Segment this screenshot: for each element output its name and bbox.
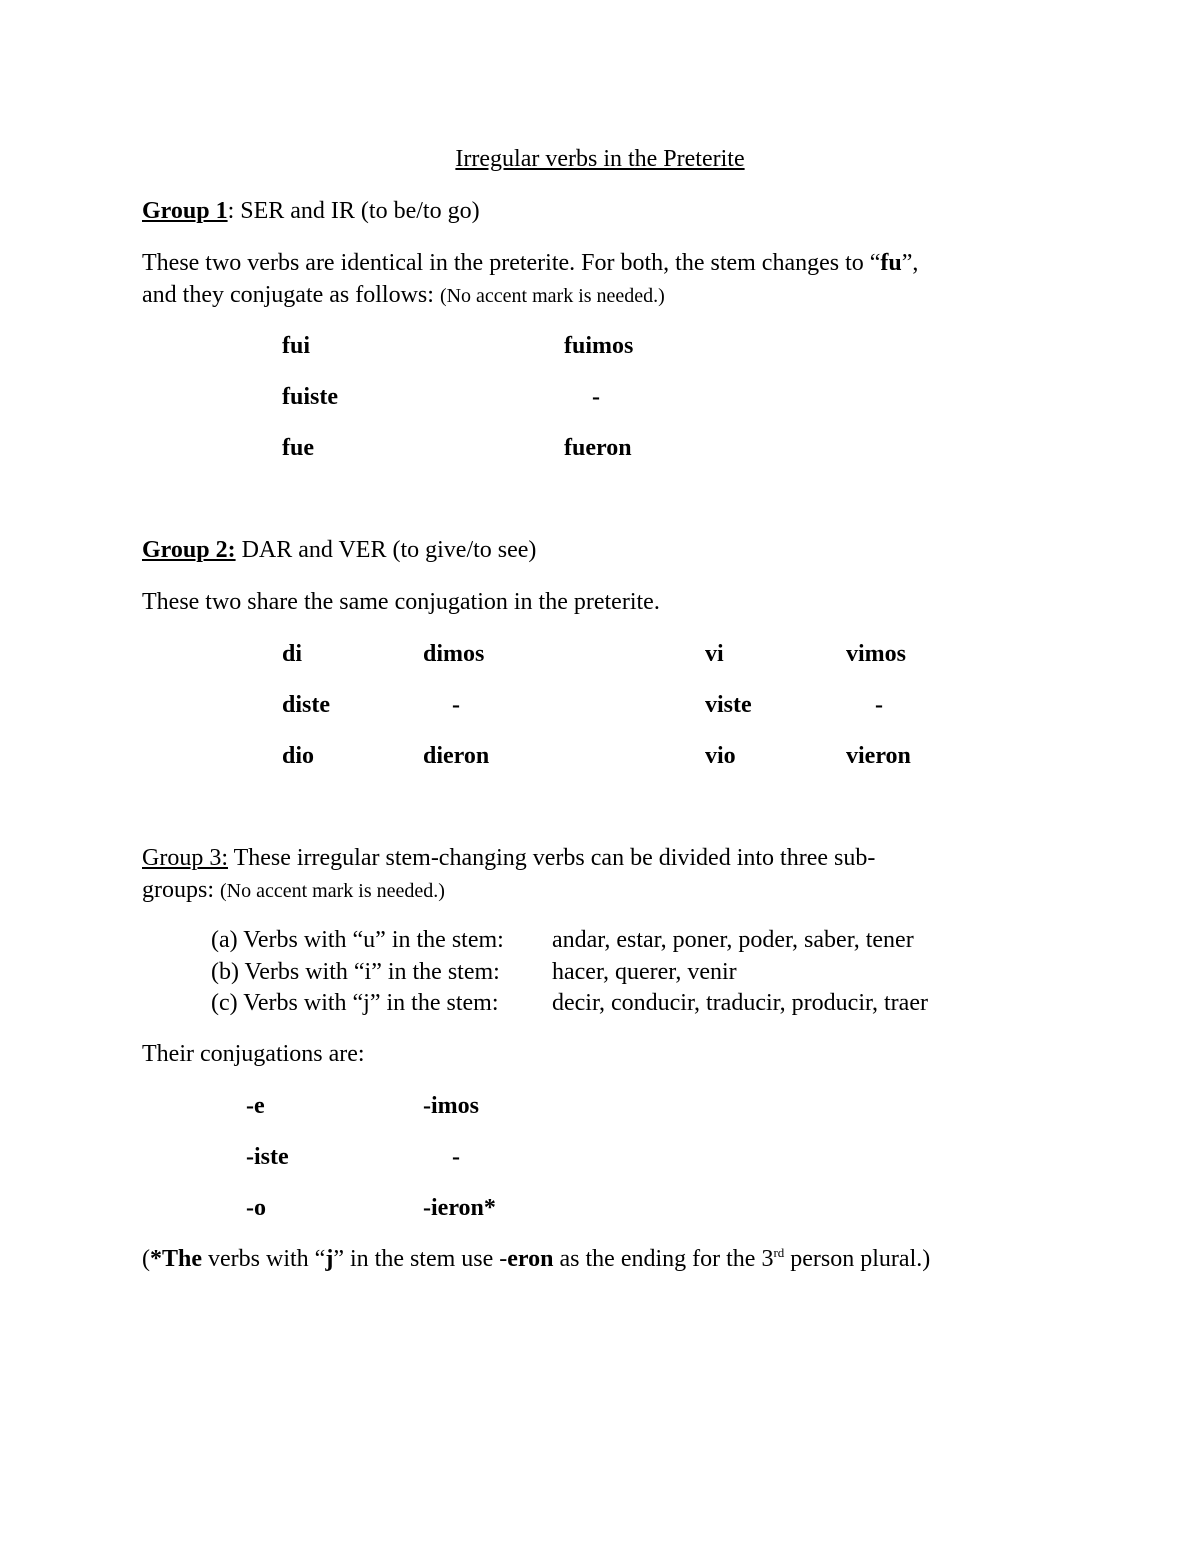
group1-text-end: ”, <box>901 250 919 276</box>
footnote-open: ( <box>142 1246 150 1272</box>
page-title: Irregular verbs in the Preterite <box>455 146 745 172</box>
group1-paragraph-line2 <box>142 281 665 310</box>
footnote-text2: ” in the stem use - <box>333 1246 508 1272</box>
subgroup-a-verbs: andar, estar, poner, poder, saber, tener <box>552 927 914 953</box>
group3-heading-text: These irregular stem-changing verbs can be divided into three sub- <box>228 845 876 871</box>
footnote-text1: verbs with “ <box>202 1246 326 1272</box>
g3-ending-el: -o <box>246 1195 266 1221</box>
g3-ending-vos: - <box>452 1144 460 1170</box>
g2-ver-ellos: vieron <box>846 743 911 769</box>
group3-text2: groups: <box>142 877 220 903</box>
conjugations-intro: Their conjugations are: <box>142 1041 365 1067</box>
footnote <box>142 1245 930 1274</box>
subgroup-c-verbs: decir, conducir, traducir, producir, traer <box>552 990 928 1016</box>
group1-paragraph-line1 <box>142 249 918 278</box>
subgroup-b-label: (b) Verbs with “i” in the stem: <box>211 959 500 985</box>
g1-form-el: fue <box>282 435 314 461</box>
g2-ver-nos: vimos <box>846 641 906 667</box>
g2-dar-ellos: dieron <box>423 743 490 769</box>
footnote-j: j <box>325 1246 334 1272</box>
group1-text2: and they conjugate as follows: <box>142 282 440 308</box>
subgroup-b-verbs: hacer, querer, venir <box>552 959 737 985</box>
group2-heading <box>142 536 536 565</box>
group3-heading-line2 <box>142 876 445 905</box>
g1-form-ellos: fueron <box>564 435 632 461</box>
footnote-superscript: rd <box>773 1245 785 1260</box>
group2-heading-text: DAR and VER (to give/to see) <box>235 537 537 563</box>
subgroup-c-label: (c) Verbs with “j” in the stem: <box>211 990 499 1016</box>
g2-ver-yo: vi <box>705 641 724 667</box>
footnote-star: *The <box>150 1246 203 1272</box>
group2-paragraph: These two share the same conjugation in the preterite. <box>142 589 660 615</box>
group1-heading <box>142 197 480 226</box>
accent-note: (No accent mark is needed.) <box>220 880 445 902</box>
g1-form-tu: fuiste <box>282 384 338 410</box>
group1-heading-text: : SER and IR (to be/to go) <box>227 198 480 224</box>
g3-ending-nos: -imos <box>423 1093 479 1119</box>
group1-label: Group 1 <box>142 198 228 224</box>
g2-ver-tu: viste <box>705 692 752 718</box>
footnote-text4: person plural.) <box>784 1246 931 1272</box>
g2-ver-el: vio <box>705 743 736 769</box>
g2-dar-el: dio <box>282 743 315 769</box>
group2-label: Group 2: <box>142 537 236 563</box>
g1-form-vos: - <box>592 384 600 410</box>
group3-label: Group 3: <box>142 845 228 871</box>
g2-dar-nos: dimos <box>423 641 485 667</box>
g2-dar-yo: di <box>282 641 303 667</box>
footnote-text3: as the ending for the 3 <box>553 1246 774 1272</box>
g2-dar-vos: - <box>452 692 460 718</box>
g3-ending-tu: -iste <box>246 1144 289 1170</box>
g2-dar-tu: diste <box>282 692 330 718</box>
g2-ver-vos: - <box>875 692 883 718</box>
g3-ending-yo: -e <box>246 1093 265 1119</box>
footnote-eron: eron <box>507 1246 554 1272</box>
g3-ending-ellos: -ieron* <box>423 1195 496 1221</box>
g1-form-yo: fui <box>282 333 311 359</box>
accent-note: (No accent mark is needed.) <box>439 285 665 307</box>
group3-heading <box>142 844 875 873</box>
group1-stem: fu <box>880 250 902 276</box>
subgroup-a-label: (a) Verbs with “u” in the stem: <box>211 927 504 953</box>
group1-text: These two verbs are identical in the preterite. For both, the stem changes to “ <box>142 250 881 276</box>
g1-form-nos: fuimos <box>564 333 634 359</box>
